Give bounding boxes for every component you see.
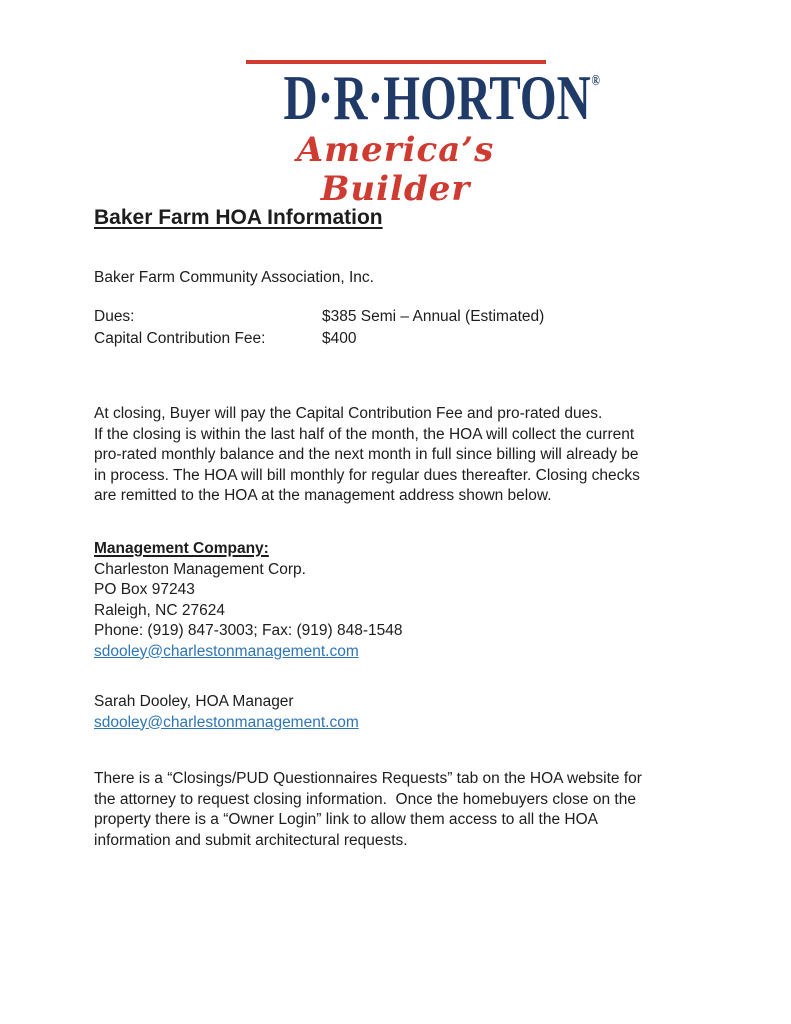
management-address-line: Phone: (919) 847-3003; Fax: (919) 848-1548: [94, 622, 403, 639]
page-title: Baker Farm HOA Information: [94, 206, 383, 229]
paragraph-line: property there is a “Owner Login” link to allow them access to all the HOA: [94, 811, 598, 828]
manager-email-link[interactable]: sdooley@charlestonmanagement.com: [94, 713, 359, 731]
management-address-line: PO Box 97243: [94, 581, 195, 598]
fee-value: $385 Semi – Annual (Estimated): [322, 308, 545, 325]
paragraph-line: At closing, Buyer will pay the Capital Contribution Fee and pro-rated dues.: [94, 405, 603, 422]
paragraph-line: If the closing is within the last half of the month, the HOA will collect the current: [94, 425, 635, 443]
paragraph-line: information and submit architectural requests.: [94, 831, 408, 849]
management-address-line: Charleston Management Corp.: [94, 560, 306, 578]
paragraph-line: There is a “Closings/PUD Questionnaires Requests” tab on the HOA website for: [94, 770, 642, 787]
fee-label: Capital Contribution Fee:: [94, 330, 266, 347]
fee-label: Dues:: [94, 308, 135, 325]
manager-section: [94, 692, 359, 733]
management-address: [94, 560, 403, 642]
closing-paragraph: [94, 404, 640, 507]
logo-tagline: America’s Builder: [296, 130, 495, 210]
dr-horton-logo: [246, 60, 600, 210]
logo-wordmark: [283, 63, 600, 133]
paragraph-line: in process. The HOA will bill monthly for regular dues thereafter. Closing checks: [94, 466, 640, 484]
website-paragraph: [94, 769, 642, 851]
manager-name: Sarah Dooley, HOA Manager: [94, 693, 294, 710]
management-heading: Management Company:: [94, 540, 269, 557]
management-email-link[interactable]: sdooley@charlestonmanagement.com: [94, 642, 359, 660]
association-name: Baker Farm Community Association, Inc.: [94, 269, 374, 286]
fee-row: [94, 306, 544, 328]
management-section: [94, 539, 403, 662]
paragraph-line: pro-rated monthly balance and the next month in full since billing will already be: [94, 446, 639, 463]
management-address-line: Raleigh, NC 27624: [94, 601, 225, 619]
fee-row: [94, 328, 544, 350]
paragraph-line: are remitted to the HOA at the management address shown below.: [94, 487, 552, 504]
logo-brand-text: D·R·HORTON: [283, 63, 591, 133]
registered-trademark-icon: ®: [591, 73, 600, 89]
paragraph-line: the attorney to request closing information. Once the homebuyers close on the: [94, 790, 636, 808]
fees-table: [94, 306, 544, 350]
fee-value: $400: [322, 330, 357, 347]
